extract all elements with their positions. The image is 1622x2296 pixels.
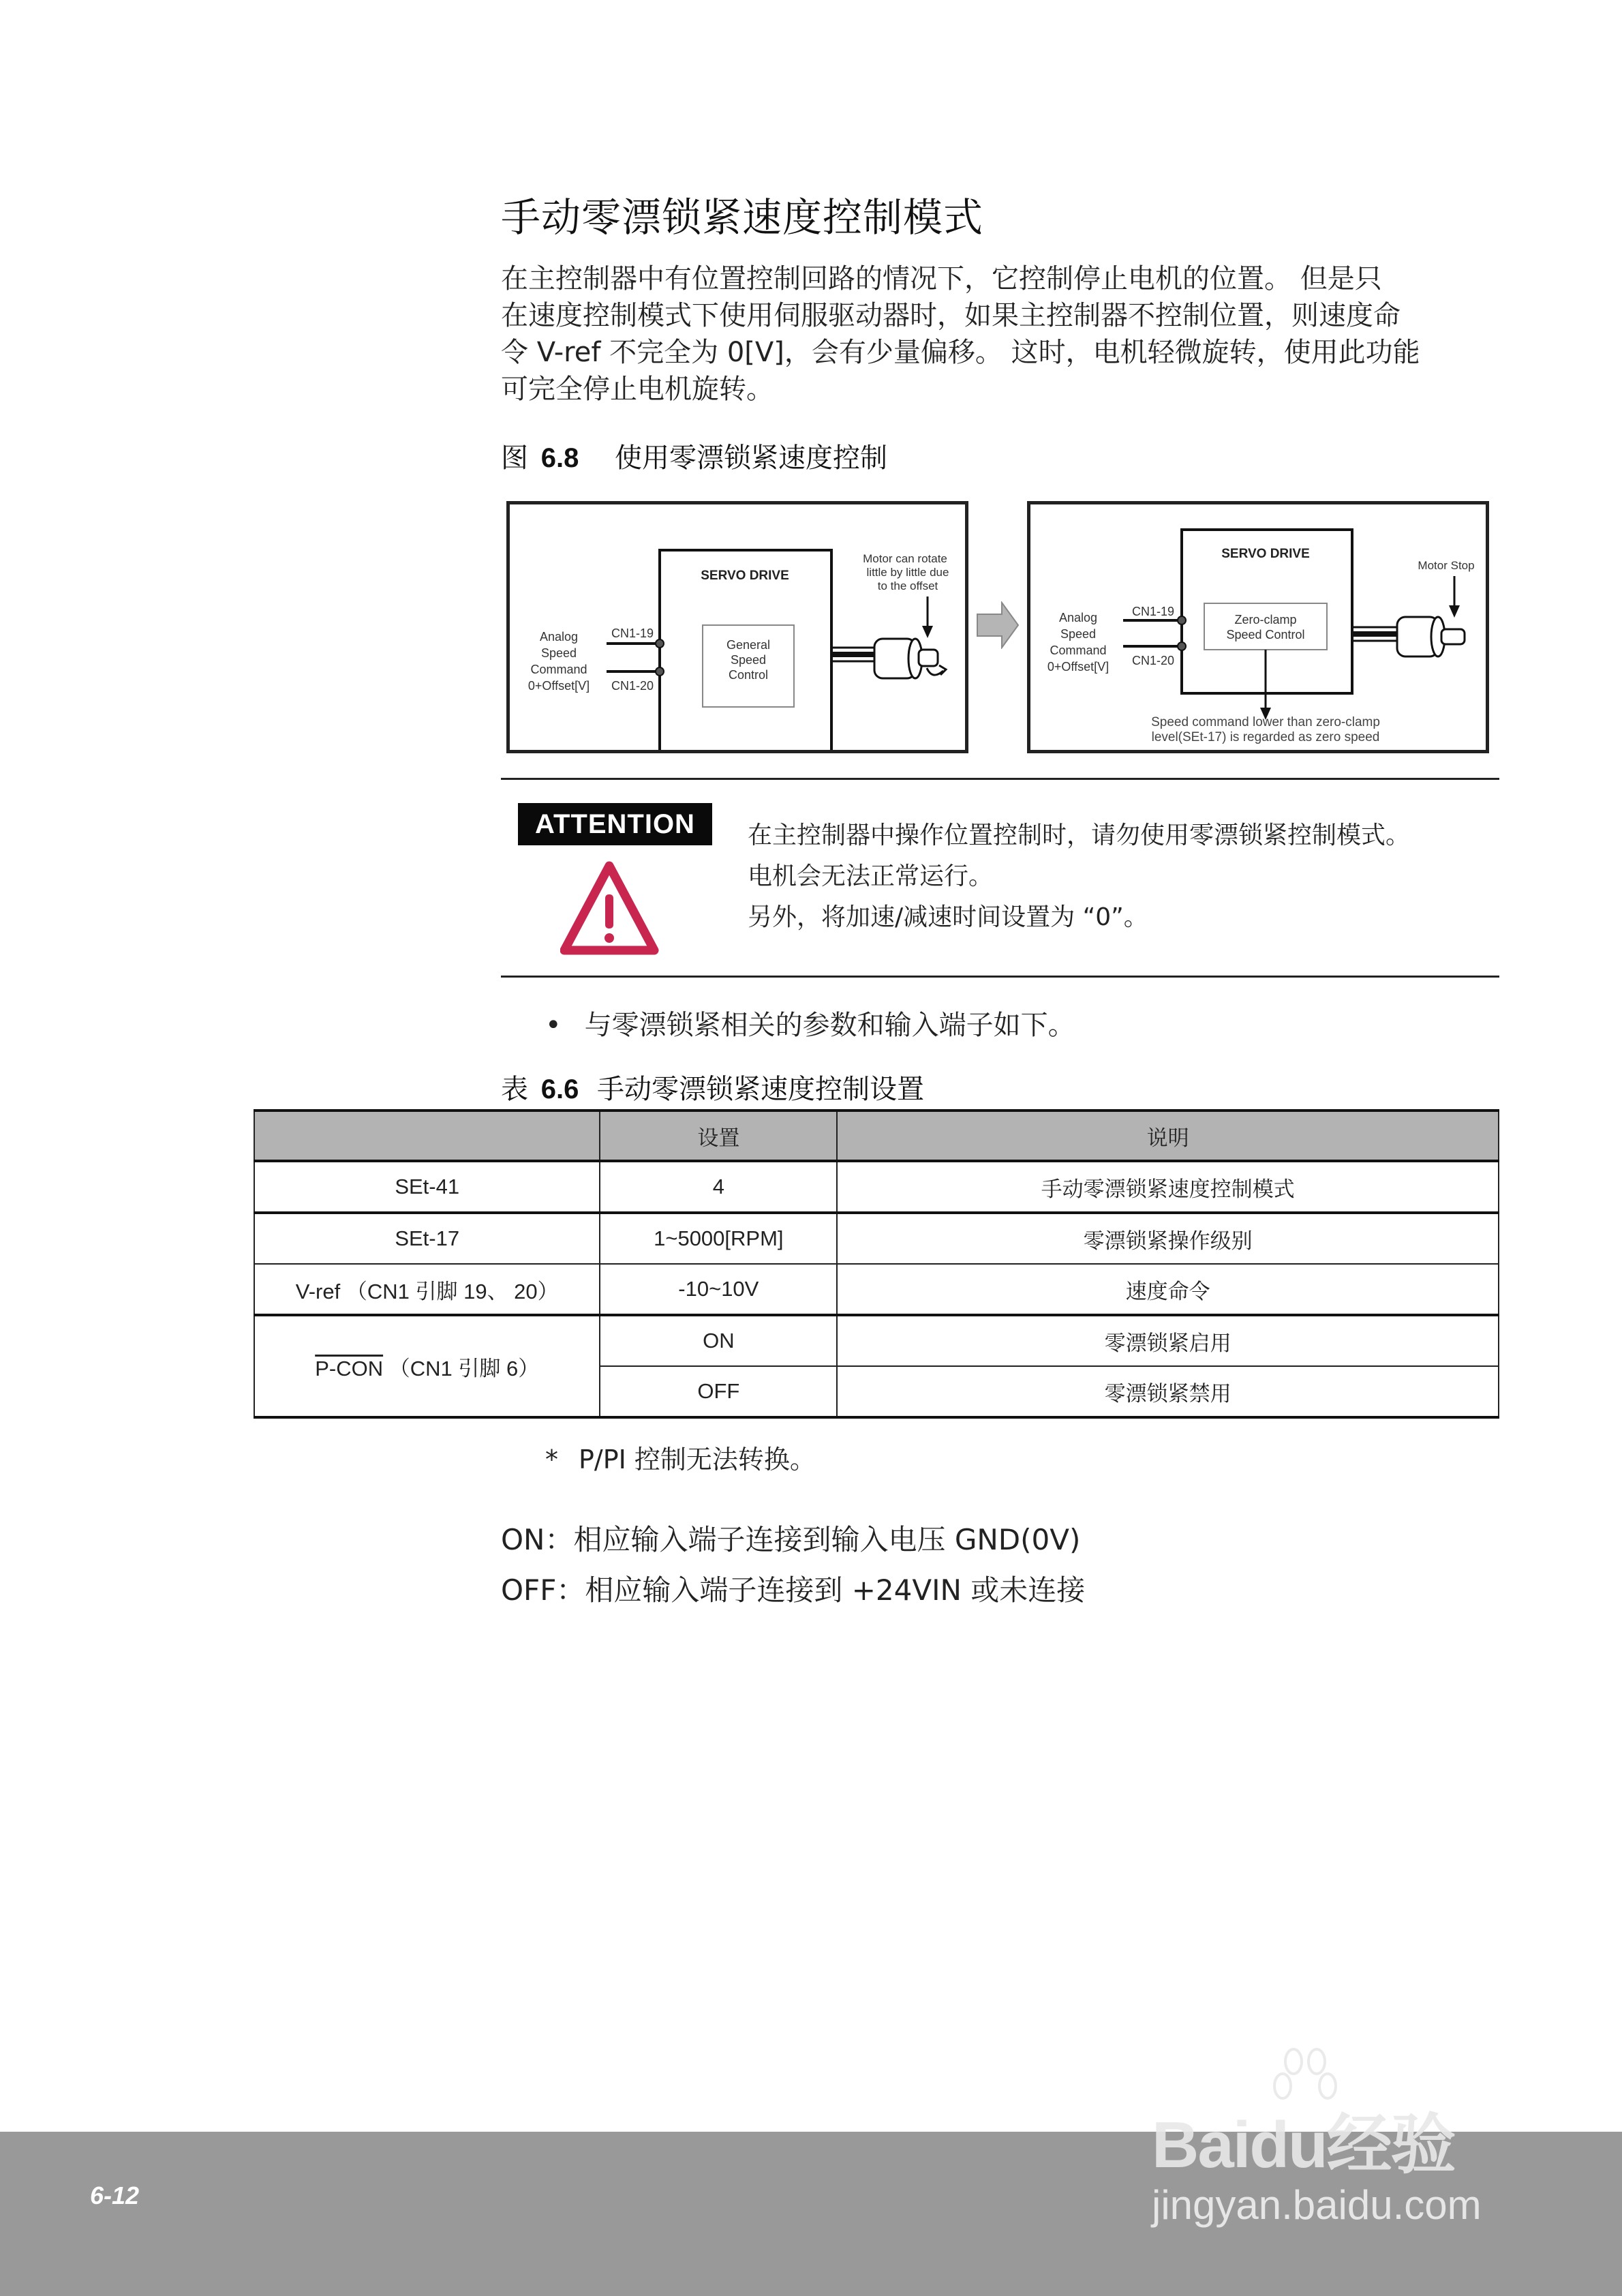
svg-text:CN1-20: CN1-20 (611, 679, 654, 693)
svg-text:Command: Command (1050, 644, 1107, 657)
footnote: * P/PI 控制无法转换。 (545, 1445, 816, 1475)
svg-text:CN1-20: CN1-20 (1131, 654, 1175, 667)
table-caption-text: 手动零漂锁紧速度控制设置 (597, 1074, 925, 1105)
param-overline: P-CON (315, 1356, 384, 1380)
table-row (254, 1315, 1499, 1366)
svg-text:Speed: Speed (1060, 627, 1097, 641)
motor-rotating-icon (874, 639, 946, 678)
figure-caption (501, 436, 887, 475)
table-number: 6.6 (540, 1074, 579, 1104)
svg-text:0+Offset[V]: 0+Offset[V] (527, 679, 590, 693)
setting-cell: -10~10V (600, 1264, 837, 1315)
svg-text:Speed: Speed (540, 646, 577, 660)
svg-text:little by little due: little by little due (866, 566, 949, 579)
svg-text:Analog: Analog (1058, 611, 1098, 624)
table-caption (501, 1068, 924, 1106)
svg-text:Control: Control (728, 668, 769, 682)
desc-cell: 速度命令 (837, 1264, 1499, 1315)
svg-text:Motor can rotate: Motor can rotate (863, 552, 947, 565)
svg-text:Motor Stop: Motor Stop (1418, 559, 1475, 572)
svg-text:Speed Control: Speed Control (1226, 628, 1305, 641)
paragraph-line: 可完全停止电机旋转。 (501, 374, 774, 405)
footnote-star: * (545, 1445, 558, 1475)
desc-cell: 手动零漂锁紧速度控制模式 (837, 1161, 1499, 1213)
table-row (254, 1264, 1499, 1315)
figure-number: 6.8 (540, 443, 579, 473)
diagram-zero-clamp-speed-control (1027, 501, 1489, 753)
bullet-item: • 与零漂锁紧相关的参数和输入端子如下。 (545, 1010, 1075, 1041)
pin-terminal-icon (1178, 616, 1186, 624)
servo-drive-label: SERVO DRIVE (701, 569, 789, 583)
param-cell: SEt-41 (254, 1161, 600, 1213)
header-cell: 说明 (837, 1111, 1499, 1161)
table-row (254, 1213, 1499, 1264)
pin-terminal-icon (656, 667, 664, 676)
figure-caption-text: 使用零漂锁紧速度控制 (615, 442, 888, 474)
attention-text (748, 815, 1410, 938)
header-cell: 设置 (600, 1111, 837, 1161)
svg-text:Command: Command (530, 663, 587, 676)
paragraph-line: 令 V-ref 不完全为 0[V]，会有少量偏移。 这时，电机轻微旋转，使用此功能 (501, 337, 1420, 368)
paragraph-line: 在主控制器中有位置控制回路的情况下，它控制停止电机的位置。 但是只 (501, 263, 1382, 294)
page-number: 6-12 (90, 2181, 140, 2209)
section-title: 手动零漂锁紧速度控制模式 (501, 194, 984, 241)
svg-text:Analog: Analog (539, 630, 579, 644)
desc-cell: 零漂锁紧禁用 (837, 1366, 1499, 1417)
svg-text:Speed: Speed (730, 653, 767, 667)
param-cell: V-ref （CN1 引脚 19、 20） (254, 1264, 600, 1315)
svg-text:Speed command lower than zero-: Speed command lower than zero-clamp (1151, 715, 1380, 729)
setting-cell: 1~5000[RPM] (600, 1213, 837, 1264)
param-cell: P-CON （CN1 引脚 6） (254, 1315, 600, 1417)
svg-text:0+Offset[V]: 0+Offset[V] (1047, 660, 1110, 674)
diagram-general-speed-control (506, 501, 968, 753)
divider-top (501, 778, 1499, 780)
desc-cell: 零漂锁紧启用 (837, 1315, 1499, 1366)
svg-text:General: General (726, 638, 771, 652)
attention-line: 另外，将加速/减速时间设置为 “0”。 (748, 903, 1148, 931)
table-header-row (254, 1111, 1499, 1161)
settings-table (254, 1109, 1499, 1419)
divider-bottom (501, 976, 1499, 978)
zero-clamp-block (1204, 603, 1327, 650)
figure-prefix: 图 (501, 442, 528, 474)
diagram-svg (510, 504, 965, 750)
setting-cell: OFF (600, 1366, 837, 1417)
setting-cell: ON (600, 1315, 837, 1366)
bullet-dot-icon: • (545, 1010, 562, 1041)
intro-paragraph (501, 260, 1503, 408)
watermark-url: jingyan.baidu.com (1152, 2182, 1482, 2228)
svg-text:SERVO DRIVE: SERVO DRIVE (1221, 547, 1310, 561)
table-row (254, 1161, 1499, 1213)
warning-triangle-icon (560, 860, 659, 958)
svg-text:CN1-19: CN1-19 (611, 626, 654, 640)
diagram-svg (1030, 504, 1486, 750)
pin-terminal-icon (1178, 642, 1186, 650)
paragraph-line: 在速度控制模式下使用伺服驱动器时，如果主控制器不控制位置，则速度命 (501, 300, 1401, 331)
transition-arrow-icon (976, 601, 1020, 652)
svg-text:to the offset: to the offset (877, 579, 938, 592)
attention-badge: ATTENTION (518, 803, 712, 845)
definition-off: OFF：相应输入端子连接到 +24VIN 或未连接 (501, 1573, 1086, 1607)
desc-cell: 零漂锁紧操作级别 (837, 1213, 1499, 1264)
motor-stopped-icon (1397, 617, 1465, 656)
definition-on: ON：相应输入端子连接到输入电压 GND(0V) (501, 1523, 1081, 1556)
attention-line: 在主控制器中操作位置控制时，请勿使用零漂锁紧控制模式。 (748, 821, 1411, 849)
watermark-logo: Baidu经验 (1152, 2109, 1455, 2181)
table-prefix: 表 (501, 1074, 528, 1105)
setting-cell: 4 (600, 1161, 837, 1213)
param-cell: SEt-17 (254, 1213, 600, 1264)
attention-line: 电机会无法正常运行。 (748, 862, 994, 890)
pin-terminal-icon (656, 639, 664, 648)
svg-text:CN1-19: CN1-19 (1131, 605, 1175, 618)
svg-text:Zero-clamp: Zero-clamp (1234, 613, 1297, 626)
header-cell (254, 1111, 600, 1161)
svg-text:level(SEt-17) is regarded as z: level(SEt-17) is regarded as zero speed (1151, 730, 1380, 744)
